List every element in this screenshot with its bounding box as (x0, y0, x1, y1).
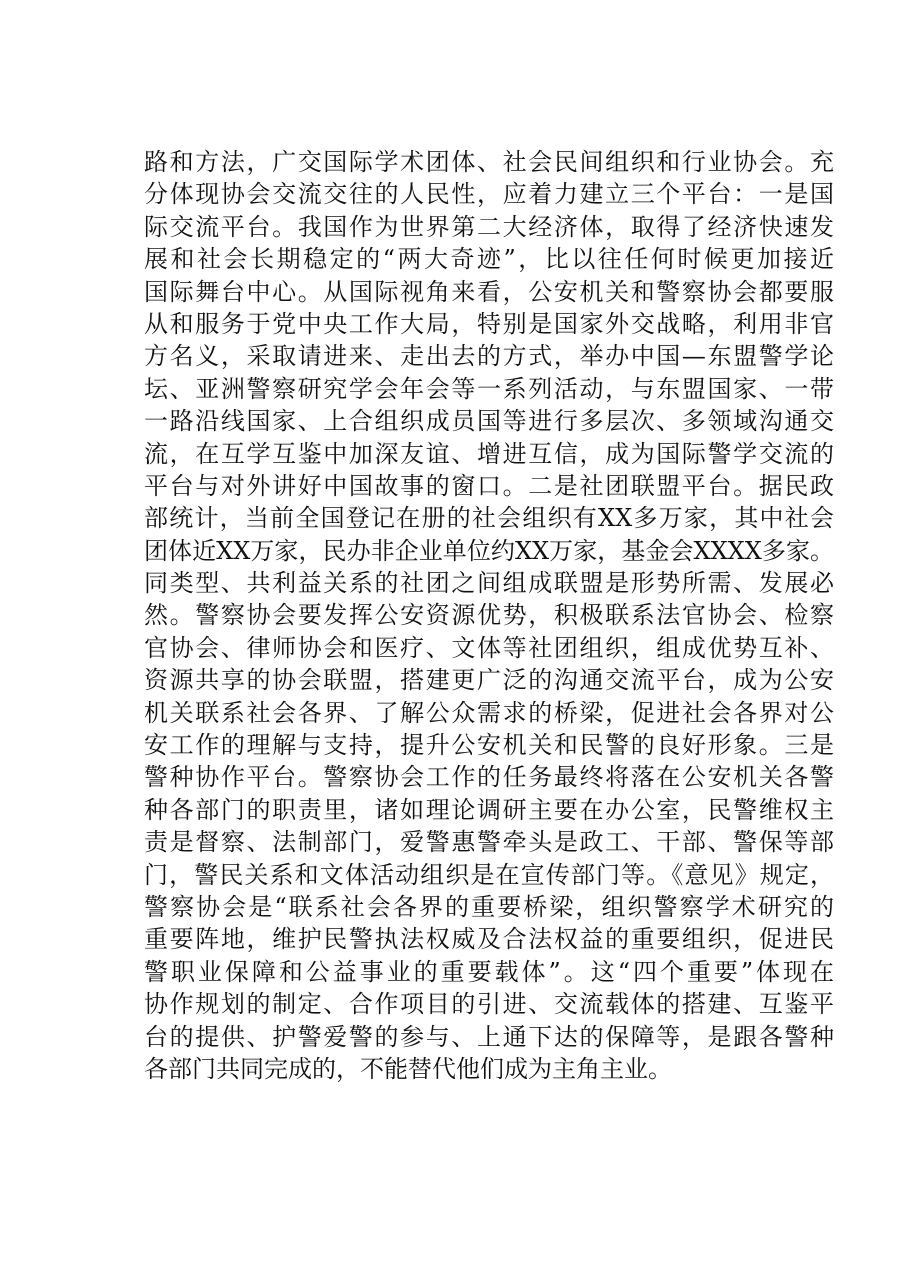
text-line: 门，警民关系和文体活动组织是在宣传部门等。《意见》规定， (144, 860, 834, 889)
text-line: 机关联系社会各界、了解公众需求的桥梁，促进社会各界对公 (144, 698, 834, 727)
text-line: 际交流平台。我国作为世界第二大经济体，取得了经济快速发 (144, 212, 834, 241)
text-line: 警察协会是“联系社会各界的重要桥梁，组织警察学术研究的 (144, 892, 834, 921)
text-line: 团体近XX万家，民办非企业单位约XX万家，基金会XXXX多家。 (144, 536, 834, 565)
text-line: 分体现协会交流交往的人民性，应着力建立三个平台：一是国 (144, 180, 834, 209)
text-line: 安工作的理解与支持，提升公安机关和民警的良好形象。三是 (144, 731, 834, 760)
text-line: 部统计，当前全国登记在册的社会组织有XX多万家，其中社会 (144, 504, 834, 533)
text-line: 平台与对外讲好中国故事的窗口。二是社团联盟平台。据民政 (144, 471, 834, 500)
text-line: 资源共享的协会联盟，搭建更广泛的沟通交流平台，成为公安 (144, 666, 834, 695)
text-line: 责是督察、法制部门，爱警惠警牵头是政工、干部、警保等部 (144, 828, 834, 857)
text-line: 坛、亚洲警察研究学会年会等一系列活动，与东盟国家、一带 (144, 374, 834, 403)
text-line: 警种协作平台。警察协会工作的任务最终将落在公安机关各警 (144, 763, 834, 792)
text-line: 国际舞台中心。从国际视角来看，公安机关和警察协会都要服 (144, 277, 834, 306)
text-line: 重要阵地，维护民警执法权威及合法权益的重要组织，促进民 (144, 925, 834, 954)
text-line: 方名义，采取请进来、走出去的方式，举办中国—东盟警学论 (144, 342, 834, 371)
body-paragraph (144, 146, 834, 1085)
text-line: 展和社会长期稳定的“两大奇迹”，比以往任何时候更加接近 (144, 245, 834, 274)
text-line: 流，在互学互鉴中加深友谊、增进互信，成为国际警学交流的 (144, 439, 834, 468)
text-line: 种各部门的职责里，诸如理论调研主要在办公室，民警维权主 (144, 795, 834, 824)
text-line: 然。警察协会要发挥公安资源优势，积极联系法官协会、检察 (144, 601, 834, 630)
text-line: 官协会、律师协会和医疗、文体等社团组织，组成优势互补、 (144, 633, 834, 662)
text-line: 台的提供、护警爱警的参与、上通下达的保障等，是跟各警种 (144, 1022, 834, 1051)
text-line: 各部门共同完成的，不能替代他们成为主角主业。 (144, 1054, 672, 1083)
text-line: 协作规划的制定、合作项目的引进、交流载体的搭建、互鉴平 (144, 990, 834, 1019)
text-line: 同类型、共利益关系的社团之间组成联盟是形势所需、发展必 (144, 569, 834, 598)
text-line: 警职业保障和公益事业的重要载体”。这“四个重要”体现在 (144, 957, 834, 986)
text-line: 路和方法，广交国际学术团体、社会民间组织和行业协会。充 (144, 148, 834, 176)
text-line: 一路沿线国家、上合组织成员国等进行多层次、多领域沟通交 (144, 407, 834, 436)
text-line: 从和服务于党中央工作大局，特别是国家外交战略，利用非官 (144, 309, 834, 338)
